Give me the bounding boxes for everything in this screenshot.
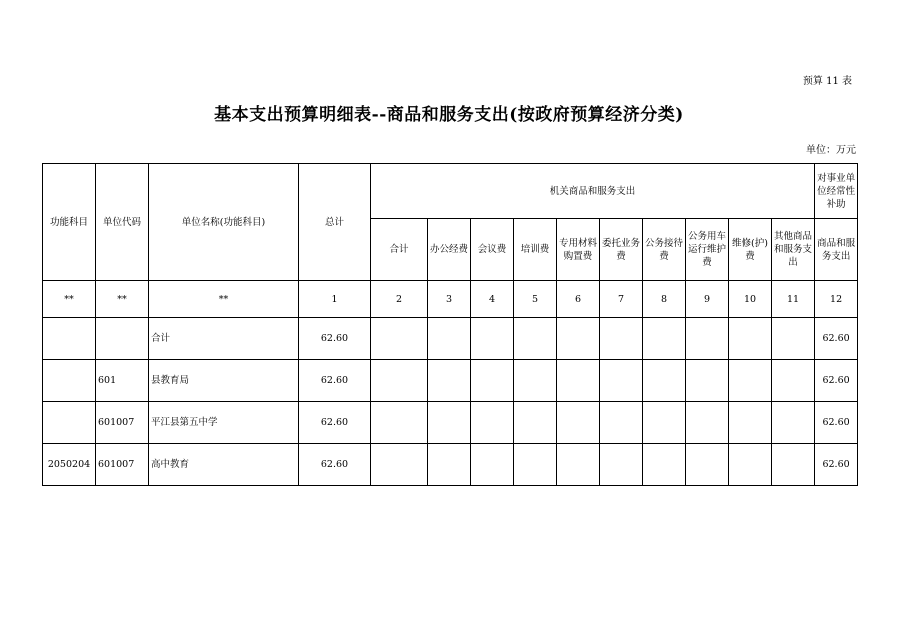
unit-code-cell: 601007 <box>96 444 149 486</box>
value-cell <box>600 402 643 444</box>
value-cell <box>514 360 557 402</box>
func-subject-cell: 2050204 <box>43 444 96 486</box>
header-sub-9: 其他商品和服务支出 <box>772 219 815 281</box>
value-cell <box>643 402 686 444</box>
header-sub-10: 商品和服务支出 <box>815 219 858 281</box>
total-cell: 62.60 <box>299 402 371 444</box>
index-cell: 7 <box>600 281 643 318</box>
unit-name-cell: 平江县第五中学 <box>149 402 299 444</box>
page-title: 基本支出预算明细表--商品和服务支出(按政府预算经济分类) <box>214 105 684 125</box>
header-sub-1: 办公经费 <box>428 219 471 281</box>
value-cell: 62.60 <box>815 318 858 360</box>
header-sub-3: 培训费 <box>514 219 557 281</box>
unit-name-cell: 高中教育 <box>149 444 299 486</box>
value-cell <box>371 318 428 360</box>
index-cell: 2 <box>371 281 428 318</box>
total-cell: 62.60 <box>299 360 371 402</box>
value-cell <box>772 444 815 486</box>
header-sub-2: 会议费 <box>471 219 514 281</box>
index-cell: 4 <box>471 281 514 318</box>
unit-code-cell: 601007 <box>96 402 149 444</box>
func-subject-cell <box>43 360 96 402</box>
unit-name-cell: 合计 <box>149 318 299 360</box>
value-cell <box>557 318 600 360</box>
value-cell <box>772 402 815 444</box>
index-cell: 8 <box>643 281 686 318</box>
value-cell <box>514 402 557 444</box>
value-cell <box>729 318 772 360</box>
value-cell <box>428 444 471 486</box>
value-cell <box>428 360 471 402</box>
value-cell <box>643 360 686 402</box>
header-subsidy-group: 对事业单位经常性补助 <box>815 164 858 219</box>
value-cell <box>686 360 729 402</box>
table-row <box>43 402 858 444</box>
value-cell <box>600 444 643 486</box>
value-cell <box>471 360 514 402</box>
index-cell: 9 <box>686 281 729 318</box>
table-row <box>43 444 858 486</box>
table-row <box>43 318 858 360</box>
header-row-1 <box>43 164 858 219</box>
value-cell <box>557 360 600 402</box>
index-cell: 12 <box>815 281 858 318</box>
form-number: 预算 11 表 <box>802 76 852 87</box>
index-cell: 11 <box>772 281 815 318</box>
header-sub-6: 公务接待费 <box>643 219 686 281</box>
header-unit-code: 单位代码 <box>96 164 149 281</box>
func-subject-cell <box>43 402 96 444</box>
index-cell: ** <box>149 281 299 318</box>
value-cell <box>557 402 600 444</box>
index-cell: ** <box>96 281 149 318</box>
value-cell <box>729 402 772 444</box>
value-cell <box>686 318 729 360</box>
unit-name-cell: 县教育局 <box>149 360 299 402</box>
value-cell <box>514 318 557 360</box>
value-cell <box>428 402 471 444</box>
value-cell <box>371 360 428 402</box>
value-cell <box>729 444 772 486</box>
index-cell: 1 <box>299 281 371 318</box>
value-cell <box>557 444 600 486</box>
header-org-group: 机关商品和服务支出 <box>371 164 815 219</box>
value-cell <box>772 318 815 360</box>
value-cell <box>729 360 772 402</box>
value-cell <box>471 318 514 360</box>
value-cell <box>686 444 729 486</box>
total-cell: 62.60 <box>299 318 371 360</box>
table-row <box>43 360 858 402</box>
value-cell <box>772 360 815 402</box>
header-total: 总计 <box>299 164 371 281</box>
index-cell: 10 <box>729 281 772 318</box>
value-cell: 62.60 <box>815 360 858 402</box>
unit-code-cell: 601 <box>96 360 149 402</box>
value-cell <box>600 318 643 360</box>
index-cell: 5 <box>514 281 557 318</box>
value-cell <box>428 318 471 360</box>
value-cell <box>686 402 729 444</box>
value-cell <box>471 444 514 486</box>
value-cell <box>643 318 686 360</box>
value-cell <box>371 444 428 486</box>
index-row <box>43 281 858 318</box>
value-cell <box>514 444 557 486</box>
unit-code-cell <box>96 318 149 360</box>
header-sub-4: 专用材料购置费 <box>557 219 600 281</box>
index-cell: 3 <box>428 281 471 318</box>
value-cell <box>471 402 514 444</box>
value-cell: 62.60 <box>815 444 858 486</box>
total-cell: 62.60 <box>299 444 371 486</box>
index-cell: ** <box>43 281 96 318</box>
func-subject-cell <box>43 318 96 360</box>
header-unit-name: 单位名称(功能科目) <box>149 164 299 281</box>
header-sub-5: 委托业务费 <box>600 219 643 281</box>
budget-table <box>42 163 858 486</box>
value-cell <box>600 360 643 402</box>
unit-label: 单位：万元 <box>806 145 856 156</box>
header-sub-7: 公务用车运行维护费 <box>686 219 729 281</box>
value-cell: 62.60 <box>815 402 858 444</box>
value-cell <box>643 444 686 486</box>
value-cell <box>371 402 428 444</box>
header-sub-8: 维修(护)费 <box>729 219 772 281</box>
header-sub-0: 合计 <box>371 219 428 281</box>
header-func-subject: 功能科目 <box>43 164 96 281</box>
index-cell: 6 <box>557 281 600 318</box>
